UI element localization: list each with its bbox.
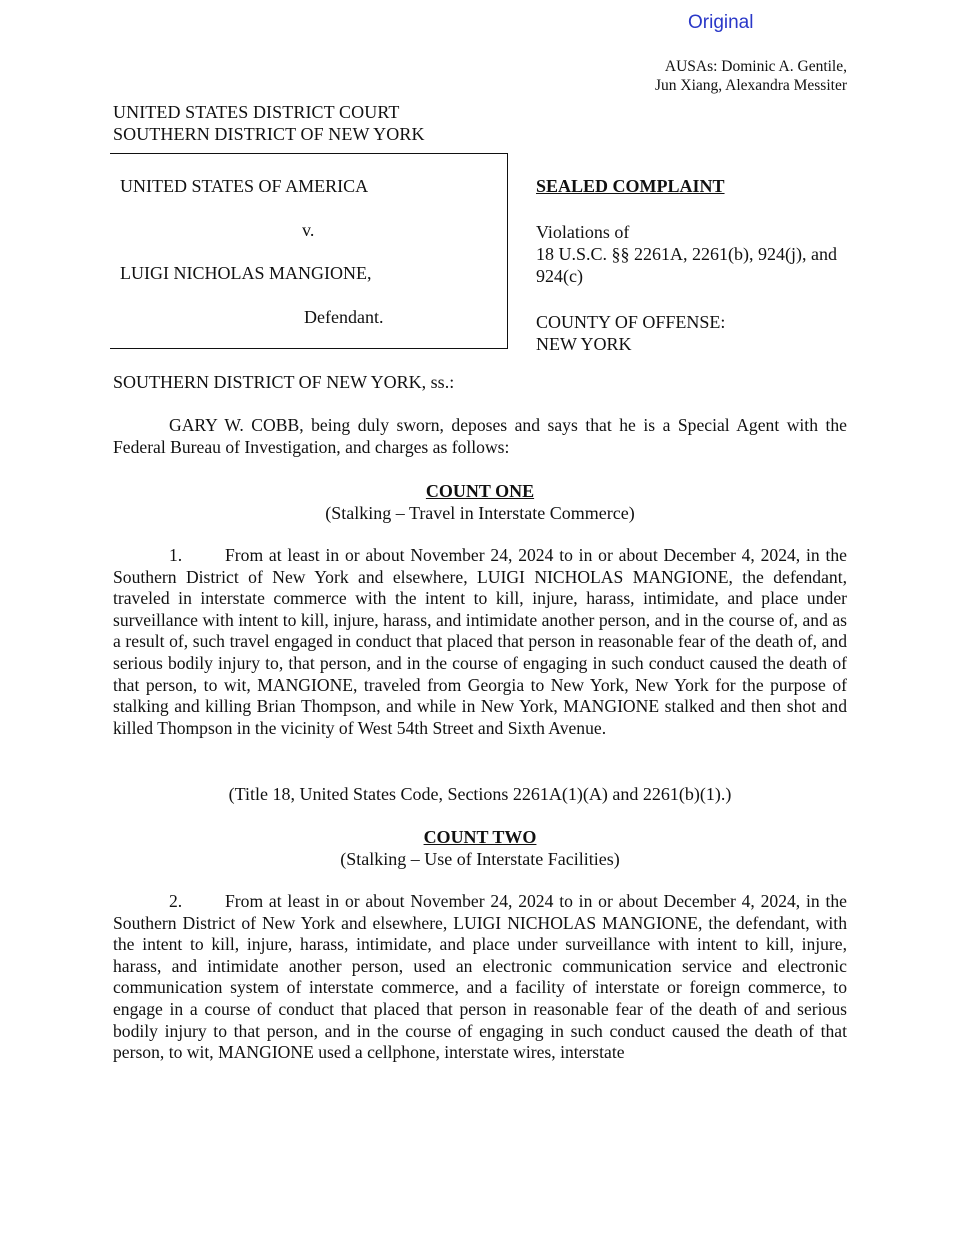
violations-line-3: 924(c) <box>536 266 583 286</box>
venue-line: SOUTHERN DISTRICT OF NEW YORK, ss.: <box>113 372 455 392</box>
ausas-block <box>527 57 847 95</box>
count-one-citation: (Title 18, United States Code, Sections 2261A(1)(A) and 2261(b)(1).) <box>228 784 732 804</box>
violations <box>536 221 856 287</box>
court-heading <box>113 101 425 145</box>
court-line-2: SOUTHERN DISTRICT OF NEW YORK <box>113 124 425 144</box>
county-line-1: COUNTY OF OFFENSE: <box>536 312 726 332</box>
defendant-name: LUIGI NICHOLAS MANGIONE, <box>120 263 372 283</box>
paragraph-number: 2. <box>169 891 183 911</box>
county-line-2: NEW YORK <box>536 334 632 354</box>
count-two-heading <box>113 827 847 870</box>
versus: v. <box>302 220 315 240</box>
county-of-offense <box>536 311 856 355</box>
complaint-info <box>536 176 856 355</box>
document-type: SEALED COMPLAINT <box>536 176 725 196</box>
count-two-subtitle: (Stalking – Use of Interstate Facilities) <box>340 848 620 869</box>
original-stamp: Original <box>688 12 754 33</box>
violations-line-2: 18 U.S.C. §§ 2261A, 2261(b), 924(j), and <box>536 244 837 264</box>
count-two-text: From at least in or about November 24, 2024 to in or about December 4, 2024, in the Southern District of New York and elsewhere, LUIGI NICHOLAS MANGIONE, the defendant, with the intent to kill, injure, harass, intimidate, and place under surveillance with intent to kill, injure, harass, and intimidate another person, used an electronic communication service and electronic communication system of interstate commerce, and a facility of interstate or foreign commerce, to engage in a course of conduct that placed that person in reasonable fear of the death of and serious bodily injury to that person, and in the course of engaging in such conduct caused the death of that person, to wit, MANGIONE used a cellphone, interstate wires, interstate <box>113 891 847 1063</box>
paragraph-number: 1. <box>169 545 183 565</box>
count-one-title: COUNT ONE <box>425 481 535 501</box>
plaintiff: UNITED STATES OF AMERICA <box>120 176 369 196</box>
count-two-paragraph <box>113 891 847 1064</box>
defendant-label: Defendant. <box>304 307 384 327</box>
count-one-subtitle: (Stalking – Travel in Interstate Commerce) <box>325 502 635 523</box>
case-caption-box <box>110 153 508 349</box>
violations-line-1: Violations of <box>536 222 630 242</box>
ausas-line-1: AUSAs: Dominic A. Gentile, <box>664 58 847 75</box>
court-line-1: UNITED STATES DISTRICT COURT <box>113 102 400 122</box>
intro-paragraph: GARY W. COBB, being duly sworn, deposes and says that he is a Special Agent with the Federal Bureau of Investigation, and charges as follows: <box>113 415 847 457</box>
count-one-text: From at least in or about November 24, 2024 to in or about December 4, 2024, in the Southern District of New York and elsewhere, LUIGI NICHOLAS MANGIONE, the defendant, traveled in interstate commerce with the intent to kill, injure, harass, intimidate, and place under surveillance with intent to kill, injure, harass, and intimidate another person, and in the course of, and as a result of, such travel engaged in conduct that placed that person in reasonable fear of the death of, and serious bodily injury to, that person, and in the course of engaging in such conduct caused the death of that person, to wit, MANGIONE, traveled from Georgia to New York, New York for the purpose of stalking and killing Brian Thompson, and while in New York, MANGIONE stalked and then shot and killed Thompson in the vicinity of West 54th Street and Sixth Avenue. <box>113 545 847 738</box>
count-one-paragraph <box>113 545 847 739</box>
count-two-title: COUNT TWO <box>423 827 537 847</box>
count-one-heading <box>113 481 847 524</box>
ausas-line-2: Jun Xiang, Alexandra Messiter <box>655 77 847 94</box>
